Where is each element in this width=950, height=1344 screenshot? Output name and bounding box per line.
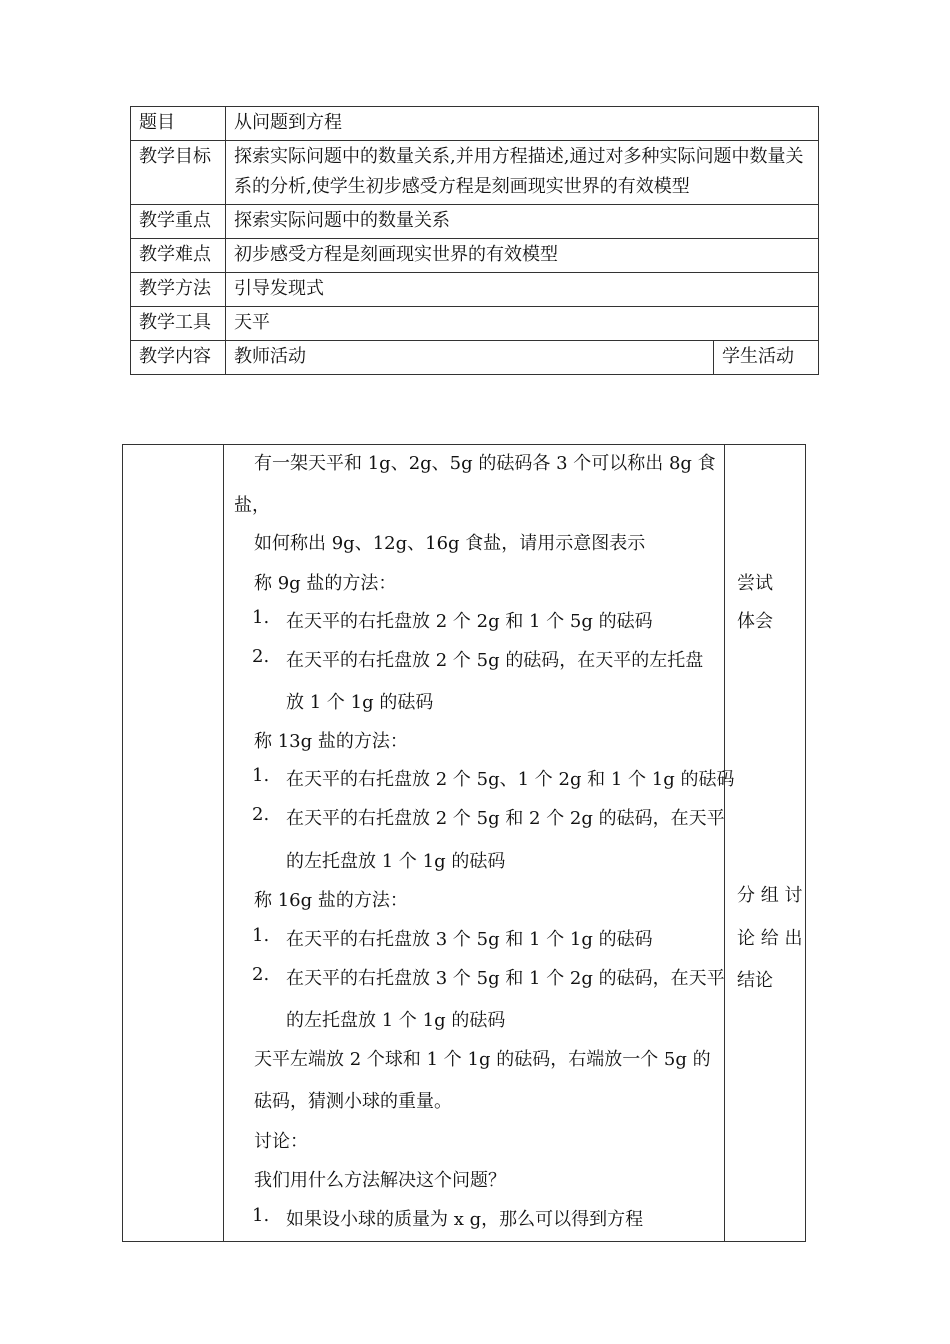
- student-activity-cell: [725, 445, 806, 1242]
- student-line: 分 组 讨: [737, 885, 803, 906]
- row-label: 教学内容: [131, 341, 226, 375]
- row-label: 教学目标: [131, 141, 226, 205]
- row-label: 教学重点: [131, 205, 226, 239]
- student-line: 尝试: [737, 573, 773, 594]
- text-line: 有一架天平和 1g、2g、5g 的砝码各 3 个可以称出 8g 食: [254, 453, 716, 474]
- row-label: 教学工具: [131, 307, 226, 341]
- list-marker: 1.: [252, 1205, 270, 1226]
- text-line: 我们用什么方法解决这个问题？: [254, 1170, 506, 1191]
- text-line: 天平左端放 2 个球和 1 个 1g 的砝码，右端放一个 5g 的: [254, 1049, 711, 1070]
- row-label: 题目: [131, 107, 226, 141]
- info-row: [131, 205, 819, 239]
- row-value: 探索实际问题中的数量关系: [226, 205, 819, 239]
- list-item-continued: 放 1 个 1g 的砝码: [286, 692, 434, 713]
- list-marker: 1.: [252, 925, 270, 946]
- row-label: 教学难点: [131, 239, 226, 273]
- list-marker: 2.: [252, 646, 270, 667]
- info-row: [131, 273, 819, 307]
- list-item-continued: 的左托盘放 1 个 1g 的砝码: [286, 851, 506, 872]
- list-item: 在天平的右托盘放 2 个 5g 的砝码，在天平的左托盘: [286, 650, 704, 671]
- row-value: 引导发现式: [226, 273, 819, 307]
- list-item: 在天平的右托盘放 2 个 5g 和 2 个 2g 的砝码，在天平: [286, 808, 725, 829]
- row-value: 初步感受方程是刻画现实世界的有效模型: [226, 239, 819, 273]
- student-activity-header: 学生活动: [714, 341, 819, 375]
- content-header-row: [131, 341, 819, 375]
- method-heading: 称 13g 盐的方法：: [254, 731, 408, 752]
- row-value: 探索实际问题中的数量关系,并用方程描述,通过对多种实际问题中数量关系的分析,使学生初步感受方程是刻画现实世界的有效模型: [226, 141, 819, 205]
- student-line: 论 给 出: [737, 928, 803, 949]
- text-line: 讨论：: [254, 1131, 308, 1152]
- teacher-activity-text: [224, 445, 735, 1241]
- info-row: [131, 107, 819, 141]
- list-item-continued: 的左托盘放 1 个 1g 的砝码: [286, 1010, 506, 1031]
- row-value: 天平: [226, 307, 819, 341]
- content-row: [123, 445, 806, 1242]
- lesson-info-table: [130, 106, 819, 375]
- student-line: 体会: [737, 611, 773, 632]
- row-label: 教学方法: [131, 273, 226, 307]
- empty-label-cell: [123, 445, 224, 1242]
- list-item: 在天平的右托盘放 2 个 2g 和 1 个 5g 的砝码: [286, 611, 653, 632]
- row-value: 从问题到方程: [226, 107, 819, 141]
- method-heading: 称 9g 盐的方法：: [254, 573, 397, 594]
- text-line: 如何称出 9g、12g、16g 食盐，请用示意图表示: [254, 533, 646, 554]
- list-item: 在天平的右托盘放 3 个 5g 和 1 个 2g 的砝码，在天平: [286, 968, 725, 989]
- student-activity-text: [725, 445, 805, 1241]
- method-heading: 称 16g 盐的方法：: [254, 890, 408, 911]
- list-marker: 2.: [252, 964, 270, 985]
- list-marker: 1.: [252, 607, 270, 628]
- student-line: 结论: [737, 970, 773, 991]
- list-item: 在天平的右托盘放 2 个 5g、1 个 2g 和 1 个 1g 的砝码: [286, 769, 735, 790]
- list-item: 在天平的右托盘放 3 个 5g 和 1 个 1g 的砝码: [286, 929, 653, 950]
- info-row: [131, 141, 819, 205]
- teacher-activity-cell: [224, 445, 735, 1242]
- text-line: 盐，: [234, 495, 270, 516]
- text-line: 砝码，猜测小球的重量。: [254, 1091, 452, 1112]
- teacher-activity-header: 教师活动: [226, 341, 714, 375]
- info-row: [131, 239, 819, 273]
- lesson-content-table: [122, 444, 806, 1242]
- list-item: 如果设小球的质量为 x g，那么可以得到方程: [286, 1209, 644, 1230]
- list-marker: 1.: [252, 765, 270, 786]
- info-row: [131, 307, 819, 341]
- list-marker: 2.: [252, 804, 270, 825]
